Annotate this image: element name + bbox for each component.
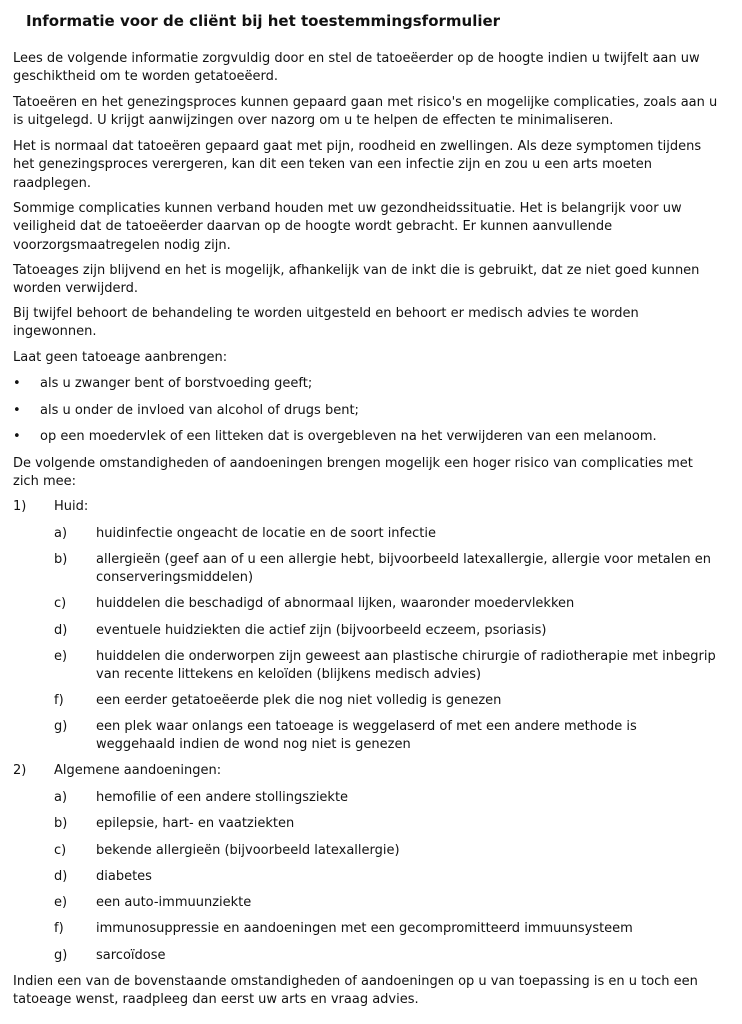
item-letter: e) xyxy=(54,895,68,910)
section-number: 2) xyxy=(13,763,27,778)
paragraph-normal-symptoms: Het is normaal dat tatoeëren gepaard gaat met pijn, roodheid en zwellingen. Als deze symptomen tijdens het genezingsproces verergeren, kan dit een teken van een infectie zijn en zou u een arts moeten raadplegen. xyxy=(13,139,702,191)
bullet-item: als u zwanger bent of borstvoeding geeft; xyxy=(40,376,313,391)
list-item: allergieën (geef aan of u een allergie hebt, bijvoorbeeld latexallergie, allergie voor metalen en conserveringsmiddelen) xyxy=(96,552,711,586)
list-item: sarcoïdose xyxy=(96,948,166,963)
bullet-marker: • xyxy=(13,429,21,444)
list-item: epilepsie, hart- en vaatziekten xyxy=(96,816,295,831)
list-item: diabetes xyxy=(96,869,152,884)
bullet-item: als u onder de invloed van alcohol of drugs bent; xyxy=(40,403,359,418)
item-letter: d) xyxy=(54,623,68,638)
bullet-marker: • xyxy=(13,376,21,391)
section-label: Algemene aandoeningen: xyxy=(54,763,222,778)
item-letter: f) xyxy=(54,921,64,936)
item-letter: a) xyxy=(54,526,68,541)
list-item: hemofilie of een andere stollingsziekte xyxy=(96,790,349,805)
item-letter: f) xyxy=(54,693,64,708)
paragraph-risks: Tatoeëren en het genezingsproces kunnen gepaard gaan met risico's en mogelijke complicaties, zoals aan u is uitgelegd. U krijgt aanwijzingen over nazorg om u te helpen de effecten te minimaliseren. xyxy=(13,95,718,129)
section-label: Huid: xyxy=(54,499,89,514)
item-letter: a) xyxy=(54,790,68,805)
paragraph-permanence: Tatoeages zijn blijvend en het is mogelijk, afhankelijk van de inkt die is gebruikt, dat ze niet goed kunnen worden verwijderd. xyxy=(13,263,700,297)
item-letter: c) xyxy=(54,843,67,858)
item-letter: b) xyxy=(54,816,68,831)
bullet-marker: • xyxy=(13,403,21,418)
item-letter: b) xyxy=(54,552,68,567)
bullet-item: op een moedervlek of een litteken dat is overgebleven na het verwijderen van een melanoom. xyxy=(40,429,657,444)
list-item: huidinfectie ongeacht de locatie en de soort infectie xyxy=(96,526,436,541)
list-item: immunosuppressie en aandoeningen met een gecompromitteerd immuunsysteem xyxy=(96,921,633,936)
document-title: Informatie voor de cliënt bij het toestemmingsformulier xyxy=(26,12,501,30)
paragraph-no-tattoo-heading: Laat geen tatoeage aanbrengen: xyxy=(13,350,228,365)
list-item: eventuele huidziekten die actief zijn (bijvoorbeeld eczeem, psoriasis) xyxy=(96,623,547,638)
list-item: bekende allergieën (bijvoorbeeld latexallergie) xyxy=(96,843,400,858)
item-letter: g) xyxy=(54,948,68,963)
list-item: een auto-immuunziekte xyxy=(96,895,252,910)
paragraph-risk-conditions: De volgende omstandigheden of aandoeningen brengen mogelijk een hoger risico van complicaties met zich mee: xyxy=(13,456,693,490)
item-letter: g) xyxy=(54,719,68,734)
paragraph-doubt: Bij twijfel behoort de behandeling te worden uitgesteld en behoort er medisch advies te worden ingewonnen. xyxy=(13,306,639,340)
list-item: een eerder getatoeëerde plek die nog niet volledig is genezen xyxy=(96,693,502,708)
item-letter: d) xyxy=(54,869,68,884)
list-item: een plek waar onlangs een tatoeage is weggelaserd of met een andere methode is weggehaald indien de wond nog niet is genezen xyxy=(96,719,637,753)
list-item: huiddelen die beschadigd of abnormaal lijken, waaronder moedervlekken xyxy=(96,596,575,611)
item-letter: e) xyxy=(54,649,68,664)
item-letter: c) xyxy=(54,596,67,611)
paragraph-closing-advice: Indien een van de bovenstaande omstandigheden of aandoeningen op u van toepassing is en u toch een tatoeage wenst, raadpleeg dan eerst uw arts en vraag advies. xyxy=(13,974,698,1008)
list-item: huiddelen die onderworpen zijn geweest aan plastische chirurgie of radiotherapie met inbegrip van recente littekens en keloïden (blijkens medisch advies) xyxy=(96,649,716,683)
paragraph-health-situation: Sommige complicaties kunnen verband houden met uw gezondheidssituatie. Het is belangrijk voor uw veiligheid dat de tatoeëerder daarvan op de hoogte wordt gebracht. Er kunnen aanvullende voorzorgsmaatregelen nodig zijn. xyxy=(13,201,682,253)
section-number: 1) xyxy=(13,499,27,514)
paragraph-intro: Lees de volgende informatie zorgvuldig door en stel de tatoeëerder op de hoogte indien u twijfelt aan uw geschiktheid om te worden getatoeëerd. xyxy=(13,51,700,85)
